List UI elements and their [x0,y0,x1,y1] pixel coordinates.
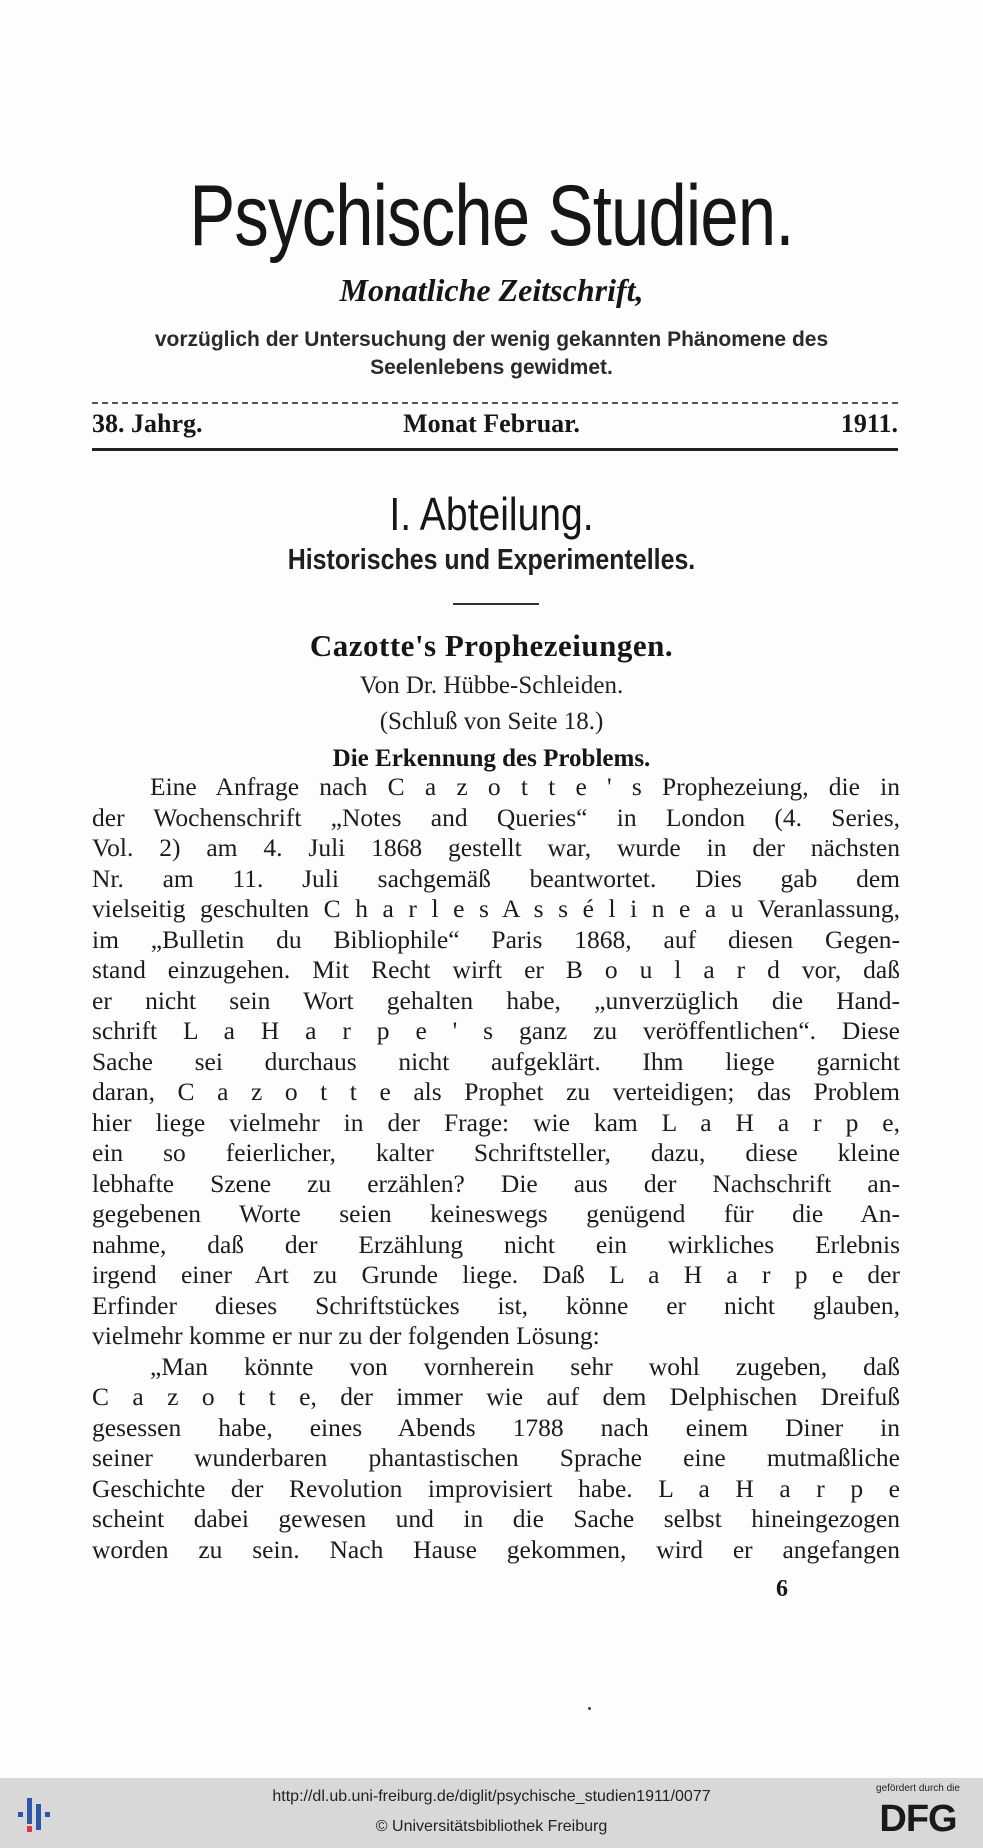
section-heading: Die Erkennung des Problems. [332,745,651,772]
body-line: Geschichte der Revolution improvisiert habe. L a H a r p e [92,1473,900,1503]
issue-month: Monat Februar. [403,409,580,438]
journal-title: Psychische Studien. [189,168,794,264]
article-continuation-note: (Schluß von Seite 18.) [379,708,604,735]
page-number: 6 [776,1576,788,1602]
body-line: Eine Anfrage nach C a z o t t e ' s Prophezeiung, die in [150,772,900,801]
body-line: irgend einer Art zu Grunde liege. Daß L a H a r p e der [92,1260,900,1289]
body-line: daran, C a z o t t e als Prophet zu verteidigen; das Problem [92,1077,900,1106]
dfg-logo-mark: DFG [879,1798,957,1840]
body-line: vielmehr komme er nur zu der folgenden Lösung: [92,1321,600,1350]
issue-year: 38. Jahrg. [92,409,203,438]
body-line: worden zu sein. Nach Hause gekommen, wird er angefangen [92,1534,900,1564]
body-line: seiner wunderbaren phantastischen Sprache eine mutmaßliche [92,1443,900,1472]
article-body [92,772,900,1565]
body-line: der Wochenschrift „Notes and Queries“ in London (4. Series, [92,802,900,832]
body-line: gesessen habe, eines Abends 1788 nach einem Diner in [92,1412,900,1442]
body-line: er nicht sein Wort gehalten habe, „unverzüglich die Hand- [92,985,900,1015]
viewer-footer [0,1778,983,1848]
article-author: Von Dr. Hübbe-Schleiden. [359,672,624,699]
body-line: „Man könnte von vornherein sehr wohl zugeben, daß [150,1351,900,1381]
body-line: im „Bulletin du Bibliophile“ Paris 1868, auf diesen Gegen- [92,924,900,954]
dfg-logo[interactable] [866,1783,970,1843]
journal-description-line-1: vorzüglich der Untersuchung der wenig gekannten Phänomene des [154,328,829,351]
body-line: vielseitig geschulten C h a r l e s A s s é l i n e a u Veranlassung, [92,894,900,923]
body-line: nahme, daß der Erzählung nicht ein wirkliches Erlebnis [92,1229,900,1259]
copyright-notice: © Universitätsbibliothek Freiburg [375,1818,608,1835]
body-line: schrift L a H a r p e ' s ganz zu veröffentlichen“. Diese [92,1016,900,1045]
journal-subtitle: Monatliche Zeitschrift, [339,272,644,308]
body-line: Erfinder dieses Schriftstückes ist, könne er nicht glauben, [92,1290,900,1320]
journal-description-line-2: Seelenlebens gewidmet. [370,356,613,379]
body-line: scheint dabei gewesen und in die Sache selbst hineingezogen [92,1504,900,1533]
issue-date: 1911. [840,409,898,438]
body-line: ein so feierlicher, kalter Schriftsteller, dazu, diese kleine [92,1138,900,1167]
dfg-caption: gefördert durch die [876,1783,960,1794]
body-line: gegebenen Worte seien keineswegs genügend für die An- [92,1199,900,1228]
body-line: lebhafte Szene zu erzählen? Die aus der Nachschrift an- [92,1168,900,1198]
body-line: Vol. 2) am 4. Juli 1868 gestellt war, wurde in der nächsten [92,833,900,862]
header-divider-top [92,402,898,404]
body-line: stand einzugehen. Mit Recht wirft er B o u l a r d vor, daß [92,955,900,984]
body-line: C a z o t t e, der immer wie auf dem Delphischen Dreifuß [92,1382,900,1411]
body-line: Nr. am 11. Juli sachgemäß beantwortet. Dies gab dem [92,863,900,893]
article-title: Cazotte's Prophezeiungen. [309,628,674,663]
section-title: I. Abteilung. [389,488,594,540]
document-url-link[interactable]: http://dl.ub.uni-freiburg.de/diglit/psychische_studien1911/0077 [272,1788,711,1805]
section-subtitle: Historisches und Experimentelles. [287,544,696,576]
header-divider-bottom [92,448,898,451]
section-divider [453,603,539,605]
scan-speck [588,1707,591,1710]
body-line: hier liege vielmehr in der Frage: wie kam L a H a r p e, [92,1107,900,1137]
body-line: Sache sei durchaus nicht aufgeklärt. Ihm liege garnicht [92,1046,900,1076]
